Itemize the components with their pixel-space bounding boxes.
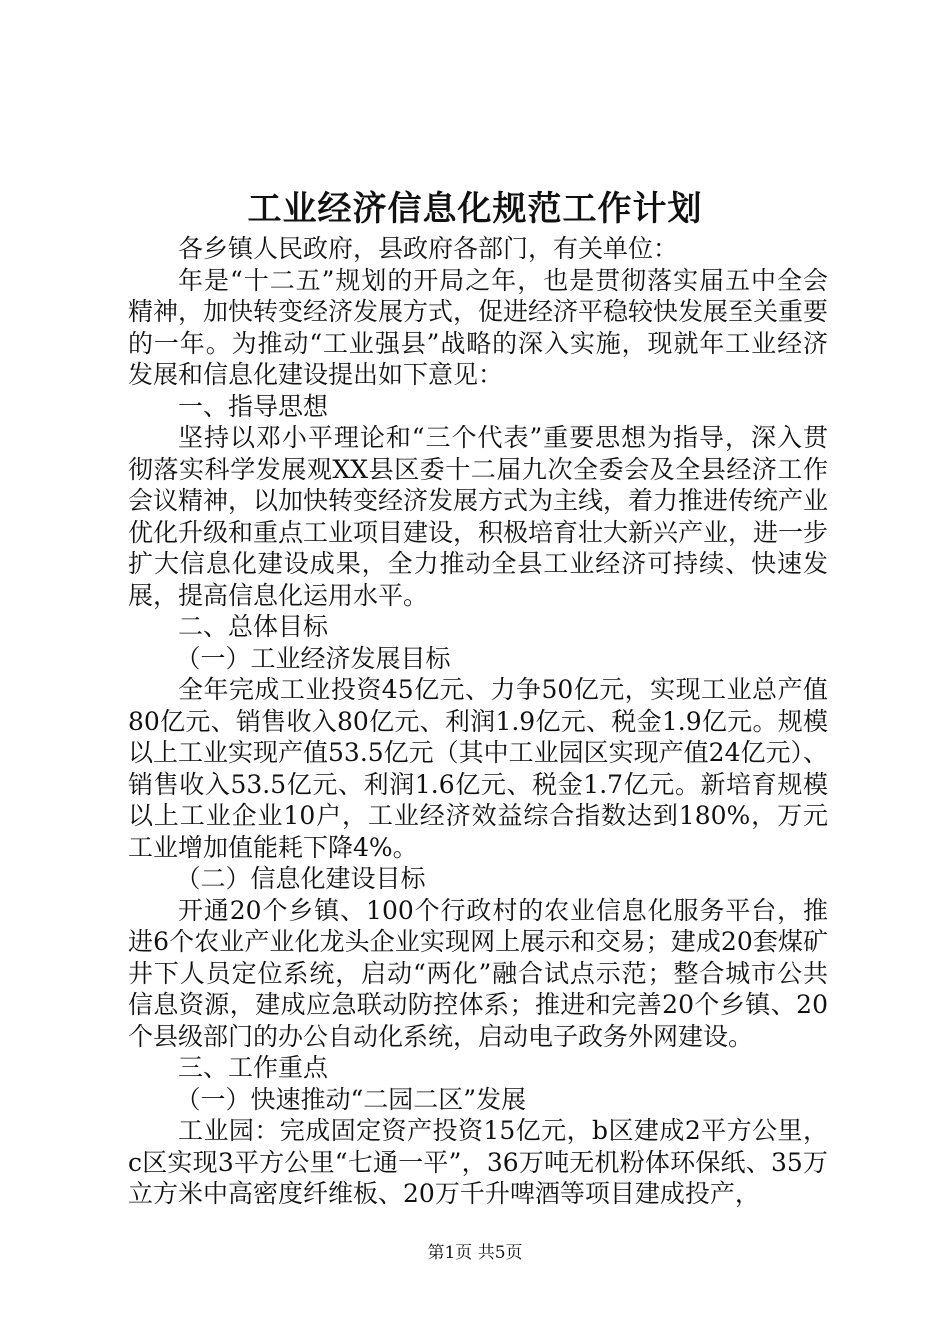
section-3-sub-1-heading: （一）快速推动“二园二区”发展 xyxy=(175,1084,527,1114)
section-3-heading: 三、工作重点 xyxy=(178,1053,329,1082)
section-1-paragraph: 坚持以邓小平理论和“三个代表”重要思想为指导，深入贯彻落实科学发展观XX县区委十二届九次全委会及全县经济工作会议精神，以加快转变经济发展方式为主线，着力推进传统产业优化升级和重点工业项目建设，积极培育壮大新兴产业，进一步扩大信息化建设成果，全力推动全县工业经济可持续、快速发展，提高信息化运用水平。 xyxy=(128,423,829,610)
section-2-sub-1-heading: （一）工业经济发展目标 xyxy=(175,643,451,673)
section-2-sub-2-paragraph: 开通20个乡镇、100个行政村的农业信息化服务平台，推进6个农业产业化龙头企业实现网上展示和交易；建成20套煤矿井下人员定位系统，启动“两化”融合试点示范；整合城市公共信息资源，建成应急联动防控体系；推进和完善20个乡镇、20个县级部门的办公自动化系统，启动电子政务外网建设。 xyxy=(128,895,828,1051)
salutation: 各乡镇人民政府，县政府各部门，有关单位： xyxy=(178,234,679,263)
intro-paragraph: 年是“十二五”规划的开局之年，也是贯彻落实届五中全会精神，加快转变经济发展方式，促进经济平稳较快发展至关重要的一年。为推动“工业强县”战略的深入实施，现就年工业经济发展和信息化建设提出如下意见： xyxy=(128,265,829,389)
document-title: 工业经济信息化规范工作计划 xyxy=(247,189,703,229)
section-2-heading: 二、总体目标 xyxy=(178,612,329,641)
section-2-sub-2-heading: （二）信息化建设目标 xyxy=(175,864,426,893)
document-body xyxy=(128,233,828,1210)
section-3-sub-1-paragraph: 工业园：完成固定资产投资15亿元，b区建成2平方公里，c区实现3平方公里“七通一平”，36万吨无机粉体环保纸、35万立方米中高密度纤维板、20万千升啤酒等项目建成投产， xyxy=(128,1116,828,1208)
section-2-sub-1-paragraph: 全年完成工业投资45亿元、力争50亿元，实现工业总产值80亿元、销售收入80亿元、利润1.9亿元、税金1.9亿元。规模以上工业实现产值53.5亿元（其中工业园区实现产值24亿元）、销售收入53.5亿元、利润1.6亿元、税金1.7亿元。新培育规模以上工业企业10户，工业经济效益综合指数达到180%，万元工业增加值能耗下降4%。 xyxy=(128,675,828,862)
page-footer: 第1页 共5页 xyxy=(427,1243,523,1263)
section-1-heading: 一、指导思想 xyxy=(178,391,329,421)
